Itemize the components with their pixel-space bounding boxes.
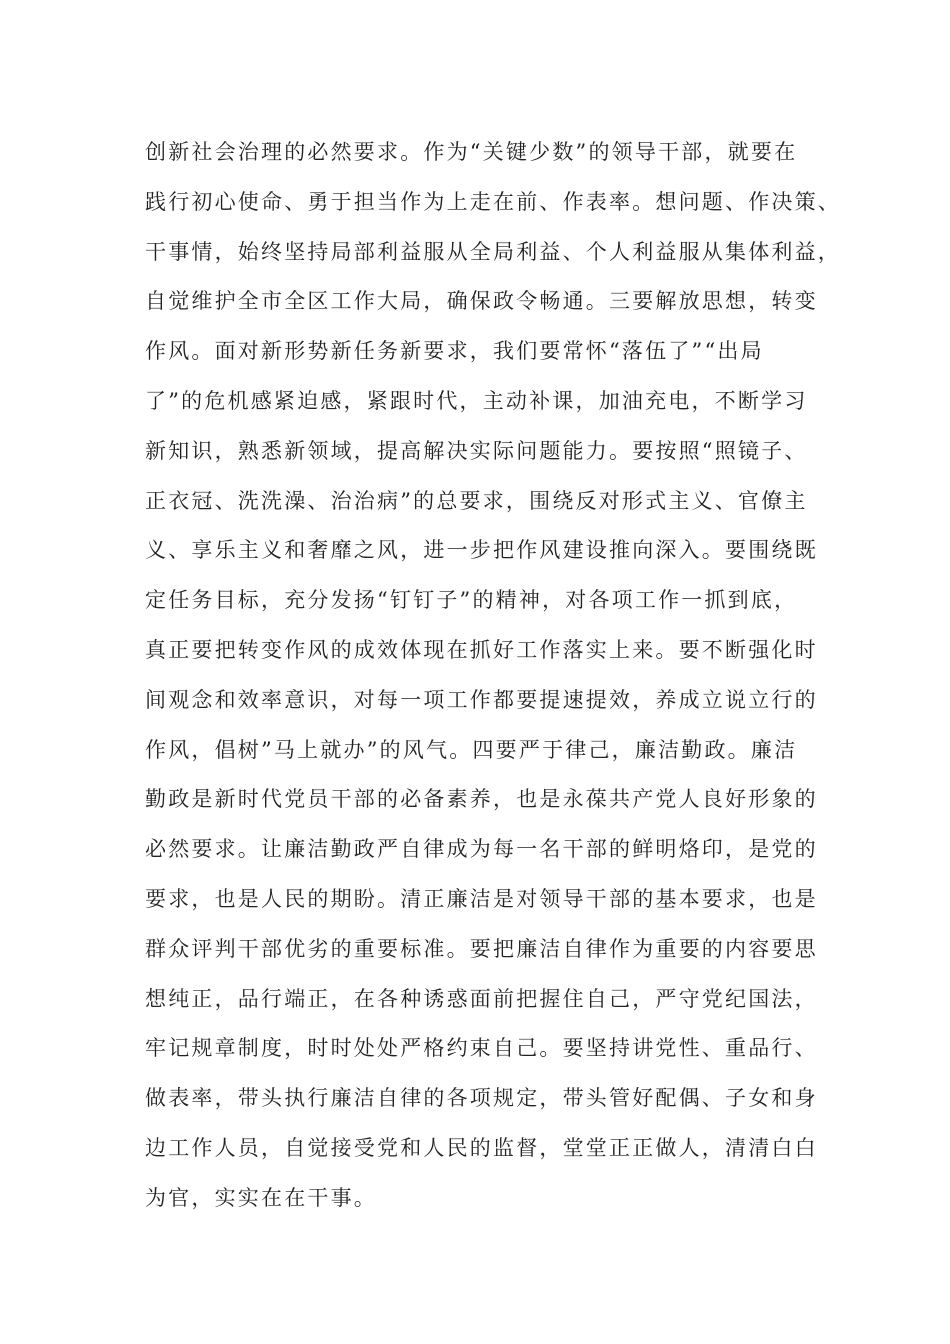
text-line: 干事情，始终坚持局部利益服从全局利益、个人利益服从集体利益， [145,239,841,264]
text-line: 间观念和效率意识，对每一项工作都要提速提效，养成立说立行的 [145,687,818,712]
text-line: 了”的危机感紧迫感，紧跟时代，主动补课，加油充电，不断学习 [145,388,808,413]
text-line: 要求，也是人民的期盼。清正廉洁是对领导干部的基本要求，也是 [145,886,818,911]
text-line: 想纯正，品行端正，在各种诱惑面前把握住自己，严守党纪国法， [145,986,818,1011]
text-line: 群众评判干部优劣的重要标准。要把廉洁自律作为重要的内容要思 [145,936,818,961]
text-line: 为官，实实在在干事。 [145,1185,377,1210]
body-paragraph [145,132,841,1228]
text-line: 自觉维护全市全区工作大局，确保政令畅通。三要解放思想，转变 [145,289,818,314]
text-line: 边工作人员，自觉接受党和人民的监督，堂堂正正做人，清清白白 [145,1135,818,1160]
text-line: 作风。面对新形势新任务新要求，我们要常怀“落伍了”“出局 [145,339,764,364]
text-line: 新知识，熟悉新领域，提高解决实际问题能力。要按照“照镜子、 [145,438,808,463]
text-line: 牢记规章制度，时时处处严格约束自己。要坚持讲党性、重品行、 [145,1036,818,1061]
text-line: 真正要把转变作风的成效体现在抓好工作落实上来。要不断强化时 [145,637,818,662]
text-line: 必然要求。让廉洁勤政严自律成为每一名干部的鲜明烙印，是党的 [145,837,818,862]
text-line: 践行初心使命、勇于担当作为上走在前、作表率。想问题、作决策、 [145,189,841,214]
text-line: 义、享乐主义和奢靡之风，进一步把作风建设推向深入。要围绕既 [145,538,818,563]
text-line: 定任务目标，充分发扬“钉钉子”的精神，对各项工作一抓到底， [145,588,798,613]
text-line: 做表率，带头执行廉洁自律的各项规定，带头管好配偶、子女和身 [145,1086,818,1111]
text-line: 创新社会治理的必然要求。作为“关键少数”的领导干部，就要在 [145,140,798,164]
text-line: 勤政是新时代党员干部的必备素养，也是永葆共产党人良好形象的 [145,787,818,812]
text-line: 作风，倡树”马上就办”的风气。四要严于律己，廉洁勤政。廉洁 [145,737,798,762]
text-line: 正衣冠、洗洗澡、治治病”的总要求，围绕反对形式主义、官僚主 [145,488,808,513]
